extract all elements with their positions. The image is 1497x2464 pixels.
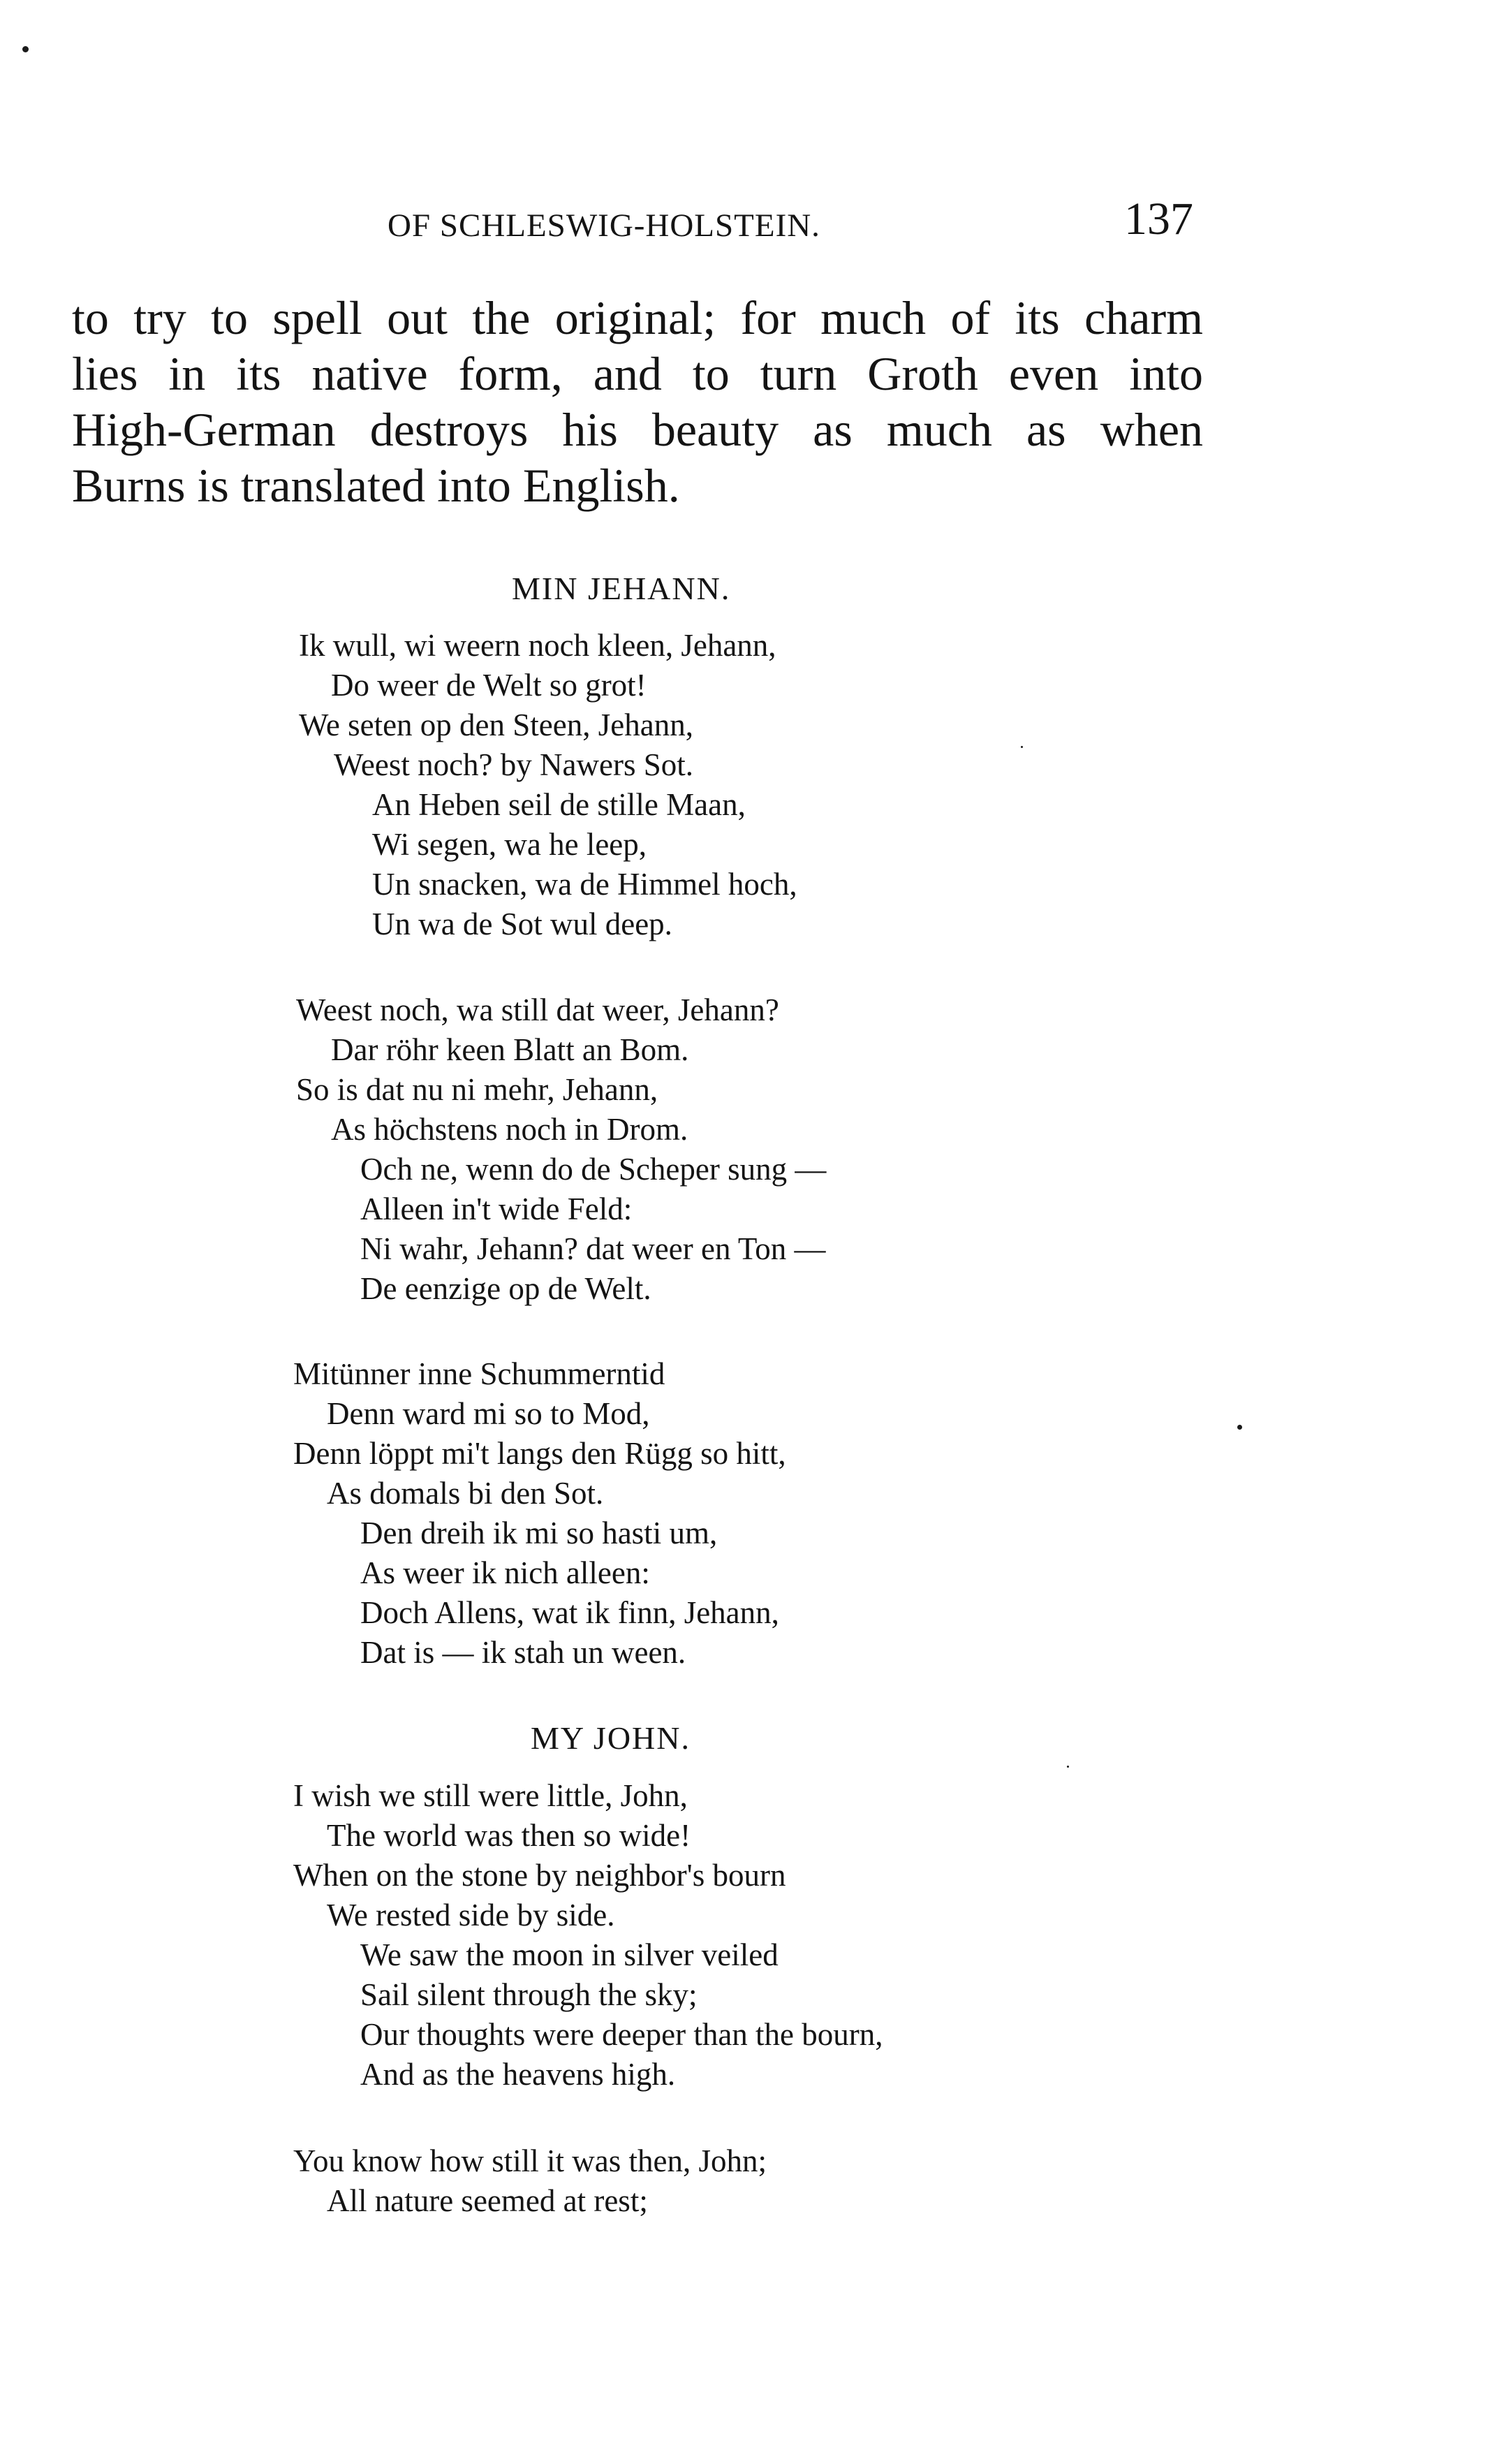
verse-line: So is dat nu ni mehr, Jehann, <box>296 1072 658 1107</box>
verse-line: When on the stone by neighbor's bourn <box>293 1858 786 1893</box>
verse-line: As domals bi den Sot. <box>327 1476 604 1511</box>
verse-line: As höchstens noch in Drom. <box>331 1112 688 1147</box>
page-number: 137 <box>1124 193 1193 244</box>
verse-line: Weest noch? by Nawers Sot. <box>334 747 693 782</box>
page-speck <box>1237 1425 1242 1430</box>
page-speck <box>22 46 29 52</box>
verse-line: Ni wahr, Jehann? dat weer en Ton — <box>360 1231 826 1266</box>
page-speck <box>1021 746 1023 748</box>
verse-line: You know how still it was then, John; <box>293 2143 767 2178</box>
verse-line: Och ne, wenn do de Scheper sung — <box>360 1152 827 1187</box>
poem-title-english: MY JOHN. <box>531 1720 691 1756</box>
verse-line: We rested side by side. <box>327 1898 615 1933</box>
prose-line: to try to spell out the original; for much of its charm <box>72 291 1203 344</box>
prose-line: lies in its native form, and to turn Groth even into <box>72 347 1203 400</box>
verse-line: Denn löppt mi't langs den Rügg so hitt, <box>293 1436 786 1471</box>
verse-line: As weer ik nich alleen: <box>360 1555 650 1590</box>
verse-line: Weest noch, wa still dat weer, Jehann? <box>296 992 779 1027</box>
verse-line: All nature seemed at rest; <box>327 2183 648 2218</box>
prose-line: Burns is translated into English. <box>72 459 680 512</box>
verse-line: Dat is — ik stah un ween. <box>360 1635 686 1670</box>
verse-line: Do weer de Welt so grot! <box>331 668 647 703</box>
verse-line: Mitünner inne Schummerntid <box>293 1356 665 1391</box>
verse-line: Den dreih ik mi so hasti um, <box>360 1516 718 1550</box>
page-speck <box>1067 1766 1069 1768</box>
verse-line: The world was then so wide! <box>327 1818 691 1853</box>
verse-line: De eenzige op de Welt. <box>360 1271 651 1306</box>
poem-title-low-german: MIN JEHANN. <box>512 571 731 606</box>
verse-line: We seten op den Steen, Jehann, <box>299 707 693 742</box>
verse-line: An Heben seil de stille Maan, <box>372 787 746 822</box>
verse-line: We saw the moon in silver veiled <box>360 1937 779 1972</box>
verse-line: Our thoughts were deeper than the bourn, <box>360 2017 883 2052</box>
verse-line: Wi segen, wa he leep, <box>372 827 647 862</box>
verse-line: Doch Allens, wat ik finn, Jehann, <box>360 1595 779 1630</box>
verse-line: And as the heavens high. <box>360 2057 676 2092</box>
verse-line: Ik wull, wi weern noch kleen, Jehann, <box>299 628 776 663</box>
prose-line: High-German destroys his beauty as much as when <box>72 403 1203 456</box>
verse-line: Dar röhr keen Blatt an Bom. <box>331 1032 689 1067</box>
running-head: OF SCHLESWIG-HOLSTEIN. <box>388 207 820 244</box>
verse-line: Denn ward mi so to Mod, <box>327 1396 650 1431</box>
verse-line: Un wa de Sot wul deep. <box>372 907 672 941</box>
verse-line: Alleen in't wide Feld: <box>360 1191 633 1226</box>
verse-line: Un snacken, wa de Himmel hoch, <box>372 867 797 902</box>
verse-line: Sail silent through the sky; <box>360 1977 698 2012</box>
verse-line: I wish we still were little, John, <box>293 1778 688 1813</box>
